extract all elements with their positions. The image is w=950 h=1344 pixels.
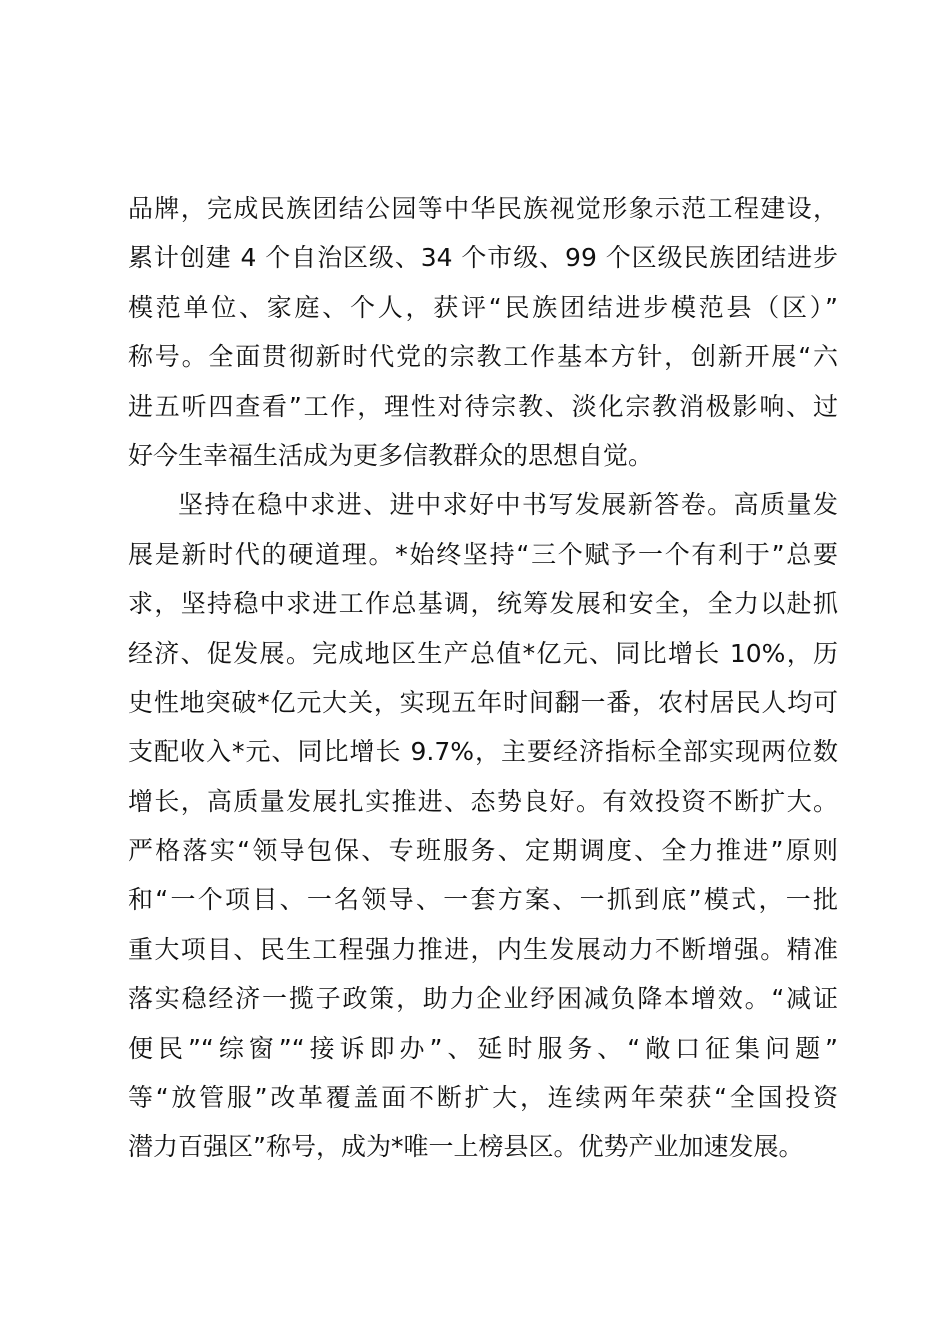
paragraph-2	[128, 480, 838, 1171]
paragraph-line: 增长，高质量发展扎实推进、态势良好。有效投资不断扩大。	[128, 786, 838, 816]
paragraph-line: 潜力百强区”称号，成为*唯一上榜县区。优势产业加速发展。	[128, 1132, 804, 1162]
paragraph-line: 严格落实“领导包保、专班服务、定期调度、全力推进”原则	[128, 836, 838, 866]
paragraph-line: 经济、促发展。完成地区生产总值*亿元、同比增长 10%，历	[128, 638, 838, 668]
paragraph-line: 累计创建 4 个自治区级、34 个市级、99 个区级民族团结进步	[128, 243, 838, 273]
paragraph-line: 模范单位、家庭、个人，获评“民族团结进步模范县（区）”	[128, 292, 838, 322]
paragraph-line: 便民”“综窗”“接诉即办”、延时服务、“敞口征集问题”	[128, 1033, 838, 1063]
paragraph-line: 落实稳经济一揽子政策，助力企业纾困减负降本增效。“减证	[128, 984, 838, 1014]
paragraph-line: 支配收入*元、同比增长 9.7%，主要经济指标全部实现两位数	[128, 737, 838, 767]
paragraph-line: 进五听四查看”工作，理性对待宗教、淡化宗教消极影响、过	[128, 391, 838, 421]
paragraph-line: 和“一个项目、一名领导、一套方案、一抓到底”模式，一批	[128, 885, 838, 915]
paragraph-1	[128, 184, 838, 480]
document-body	[128, 184, 838, 1172]
paragraph-line: 坚持在稳中求进、进中求好中书写发展新答卷。高质量发	[178, 490, 838, 520]
paragraph-line: 等“放管服”改革覆盖面不断扩大，连续两年荣获“全国投资	[128, 1083, 838, 1113]
paragraph-line: 好今生幸福生活成为更多信教群众的思想自觉。	[128, 440, 654, 470]
paragraph-line: 求，坚持稳中求进工作总基调，统筹发展和安全，全力以赴抓	[128, 589, 838, 619]
paragraph-line: 品牌，完成民族团结公园等中华民族视觉形象示范工程建设，	[128, 194, 838, 223]
paragraph-line: 称号。全面贯彻新时代党的宗教工作基本方针，创新开展“六	[128, 342, 838, 372]
paragraph-line: 重大项目、民生工程强力推进，内生发展动力不断增强。精准	[128, 934, 838, 964]
paragraph-line: 展是新时代的硬道理。*始终坚持“三个赋予一个有利于”总要	[128, 539, 838, 569]
paragraph-line: 史性地突破*亿元大关，实现五年时间翻一番，农村居民人均可	[128, 687, 838, 717]
